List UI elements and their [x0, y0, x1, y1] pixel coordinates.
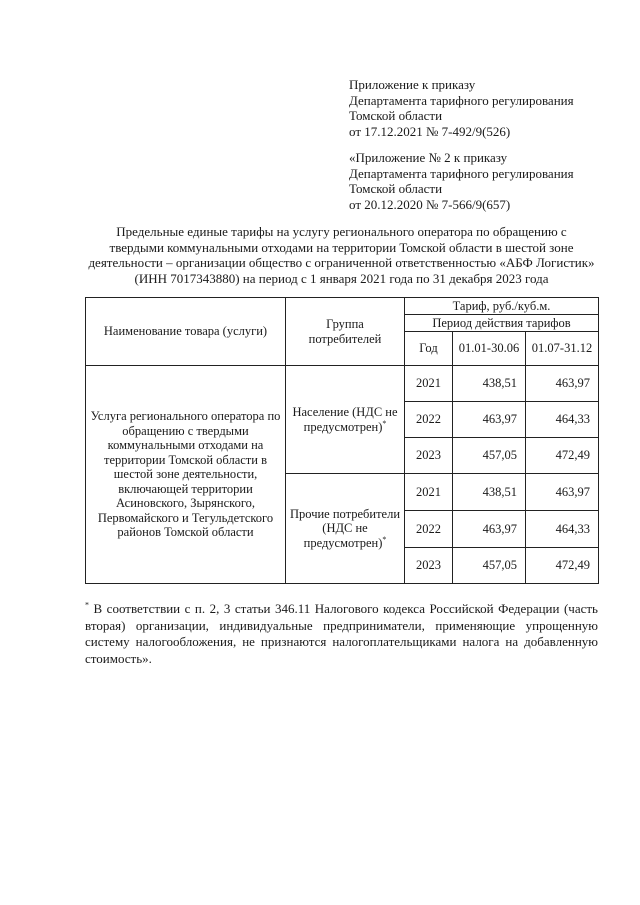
header-second-half: 01.07-31.12 [526, 332, 599, 366]
title-line: твердыми коммунальными отходами на территории Томской области в шестой зоне [109, 239, 574, 255]
footnote-text: В соответствии с п. 2, 3 статьи 346.11 Налогового кодекса Российской Федерации (часть вторая) организации, индивидуальные предприниматели, применяющие упрощенную систему налогообложения, не признаются налогоплательщиками налога на добавленную стоимость». [85, 601, 598, 666]
order-attachment-header [349, 77, 574, 139]
tariff-value-cell: 457,05 [453, 438, 526, 474]
tariff-value-cell: 464,33 [526, 402, 599, 438]
table-header-row [86, 298, 599, 315]
header-line: от 17.12.2021 № 7-492/9(526) [349, 123, 511, 139]
tariff-value-cell: 464,33 [526, 511, 599, 548]
year-cell: 2022 [405, 511, 453, 548]
year-cell: 2022 [405, 402, 453, 438]
tariff-value-cell: 457,05 [453, 548, 526, 584]
header-line: «Приложение № 2 к приказу [349, 150, 508, 165]
header-year: Год [405, 332, 453, 366]
year-cell: 2021 [405, 366, 453, 402]
year-cell: 2023 [405, 548, 453, 584]
tariff-table [85, 297, 599, 584]
tariff-value-cell: 438,51 [453, 366, 526, 402]
tariff-value-cell: 438,51 [453, 474, 526, 511]
header-line: от 20.12.2020 № 7-566/9(657) [349, 196, 511, 212]
year-cell: 2021 [405, 474, 453, 511]
header-consumer-group: Группа потребителей [286, 298, 405, 366]
footnote-mark: * [382, 418, 387, 428]
title-line: Предельные единые тарифы на услугу регионального оператора по обращению с [116, 224, 567, 239]
title-line: деятельности – организации общество с ограниченной ответственностью «АБФ Логистик» [88, 255, 595, 270]
consumer-group-name: Население (НДС не предусмотрен) [292, 405, 398, 434]
header-period: Период действия тарифов [405, 315, 599, 332]
title-line: (ИНН 7017343880) на период с 1 января 2021 года по 31 декабря 2023 года [134, 270, 549, 286]
tariff-value-cell: 463,97 [526, 366, 599, 402]
consumer-group-name: Прочие потребители (НДС не предусмотрен) [289, 506, 401, 550]
footnote-mark: * [85, 600, 89, 610]
header-line: Департамента тарифного регулирования [349, 92, 574, 108]
header-first-half: 01.01-30.06 [453, 332, 526, 366]
document-title [85, 224, 598, 286]
table-row [86, 366, 599, 402]
footnote-mark: * [382, 534, 387, 544]
year-cell: 2023 [405, 438, 453, 474]
consumer-group-cell [286, 366, 405, 474]
header-line: Томской области [349, 181, 443, 196]
header-line: Томской области [349, 108, 443, 123]
header-line: Департамента тарифного регулирования [349, 165, 574, 181]
header-line: Приложение к приказу [349, 77, 476, 92]
consumer-group-cell [286, 474, 405, 584]
footnote [85, 601, 598, 667]
tariff-value-cell: 472,49 [526, 438, 599, 474]
tariff-value-cell: 472,49 [526, 548, 599, 584]
service-name-cell: Услуга регионального оператора по обращению с твердыми коммунальными отходами на территории Томской области в шестой зоне деятельности, включающей территории Асиновского, Зырянского, Первомайского и Тегульдетского районов Томской области [86, 366, 286, 584]
tariff-value-cell: 463,97 [526, 474, 599, 511]
tariff-value-cell: 463,97 [453, 402, 526, 438]
header-tariff: Тариф, руб./куб.м. [405, 298, 599, 315]
tariff-value-cell: 463,97 [453, 511, 526, 548]
header-product: Наименование товара (услуги) [86, 298, 286, 366]
previous-attachment-header [349, 150, 574, 212]
